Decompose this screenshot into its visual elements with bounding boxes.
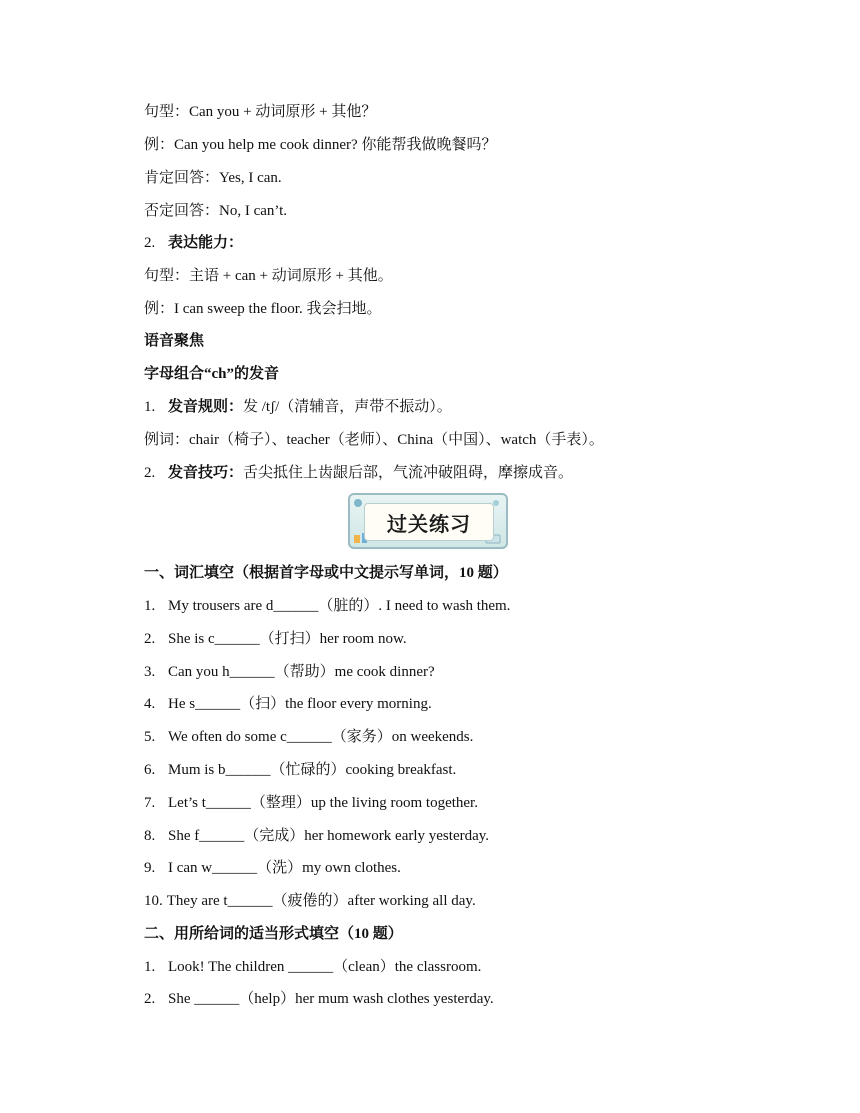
item-text: Let’s t______（整理）up the living room together.: [168, 795, 478, 811]
pronunciation-rule: [144, 397, 452, 417]
item-text: My trousers are d______（脏的）. I need to wash them.: [168, 598, 511, 614]
list-number: 1.: [144, 598, 156, 614]
example-question: 例：Can you help me cook dinner? 你能帮我做晚餐吗？: [144, 137, 497, 153]
item-text: Can you h______（帮助）me cook dinner?: [168, 664, 435, 680]
list-number: 2.: [144, 631, 156, 647]
item-text: Look! The children ______（clean）the classroom.: [168, 959, 482, 975]
section1-title: 一、词汇填空（根据首字母或中文提示写单词，10 题）: [144, 565, 508, 581]
list-item: [144, 793, 478, 813]
list-number: 4.: [144, 696, 156, 712]
list-number: 1.: [144, 399, 156, 415]
phonics-heading: 语音聚焦: [144, 333, 205, 349]
pronunciation-tip: [144, 463, 573, 483]
item-text: She f______（完成）her homework early yesterday.: [168, 828, 490, 844]
list-item: [144, 727, 473, 747]
list-number: 1.: [144, 959, 156, 975]
banner-label-box: [364, 503, 494, 541]
rule-text: 发 /tʃ/（清辅音，声带不振动）。: [243, 399, 452, 415]
positive-answer: 肯定回答：Yes, I can.: [144, 170, 282, 186]
list-item: [144, 957, 481, 977]
list-number: 10.: [144, 893, 163, 909]
item-text: Mum is b______（忙碌的）cooking breakfast.: [168, 762, 457, 778]
list-number: 2.: [144, 235, 156, 251]
ability-heading: [144, 233, 243, 253]
item-text: He s______（扫）the floor every morning.: [168, 696, 432, 712]
item-text: They are t______（疲倦的）after working all day.: [166, 893, 476, 909]
item-text: She is c______（打扫）her room now.: [168, 631, 407, 647]
list-number: 3.: [144, 664, 156, 680]
list-item: [144, 858, 401, 878]
list-item: [144, 629, 407, 649]
tip-text: 舌尖抵住上齿龈后部，气流冲破阻碍，摩擦成音。: [243, 465, 574, 481]
list-number: 2.: [144, 991, 156, 1007]
list-number: 9.: [144, 860, 156, 876]
list-item: [144, 694, 432, 714]
tip-label: 发音技巧：: [168, 465, 244, 481]
list-item: [144, 662, 435, 682]
section2-title: 二、用所给词的适当形式填空（10 题）: [144, 926, 403, 942]
list-item: [144, 596, 510, 616]
example-ability: 例：I can sweep the floor. 我会扫地。: [144, 301, 382, 317]
negative-answer: 否定回答：No, I can’t.: [144, 203, 288, 219]
practice-banner: [348, 493, 508, 549]
ch-heading: 字母组合“ch”的发音: [144, 366, 280, 382]
list-number: 6.: [144, 762, 156, 778]
ability-heading-text: 表达能力：: [168, 235, 244, 251]
list-number: 5.: [144, 729, 156, 745]
list-item: [144, 760, 456, 780]
item-text: We often do some c______（家务）on weekends.: [168, 729, 474, 745]
rule-label: 发音规则：: [168, 399, 244, 415]
list-number: 7.: [144, 795, 156, 811]
list-number: 2.: [144, 465, 156, 481]
item-text: I can w______（洗）my own clothes.: [168, 860, 401, 876]
banner-title: 过关练习: [387, 511, 471, 536]
list-number: 8.: [144, 828, 156, 844]
list-item: [144, 826, 489, 846]
list-item: [144, 891, 476, 911]
list-item: [144, 989, 494, 1009]
item-text: She ______（help）her mum wash clothes yesterday.: [168, 991, 494, 1007]
example-words: 例词：chair（椅子）、teacher（老师）、China（中国）、watch（手表）。: [144, 432, 604, 448]
sentence-pattern-question: 句型：Can you + 动词原形 + 其他？: [144, 104, 377, 120]
sentence-pattern-ability: 句型：主语 + can + 动词原形 + 其他。: [144, 268, 393, 284]
